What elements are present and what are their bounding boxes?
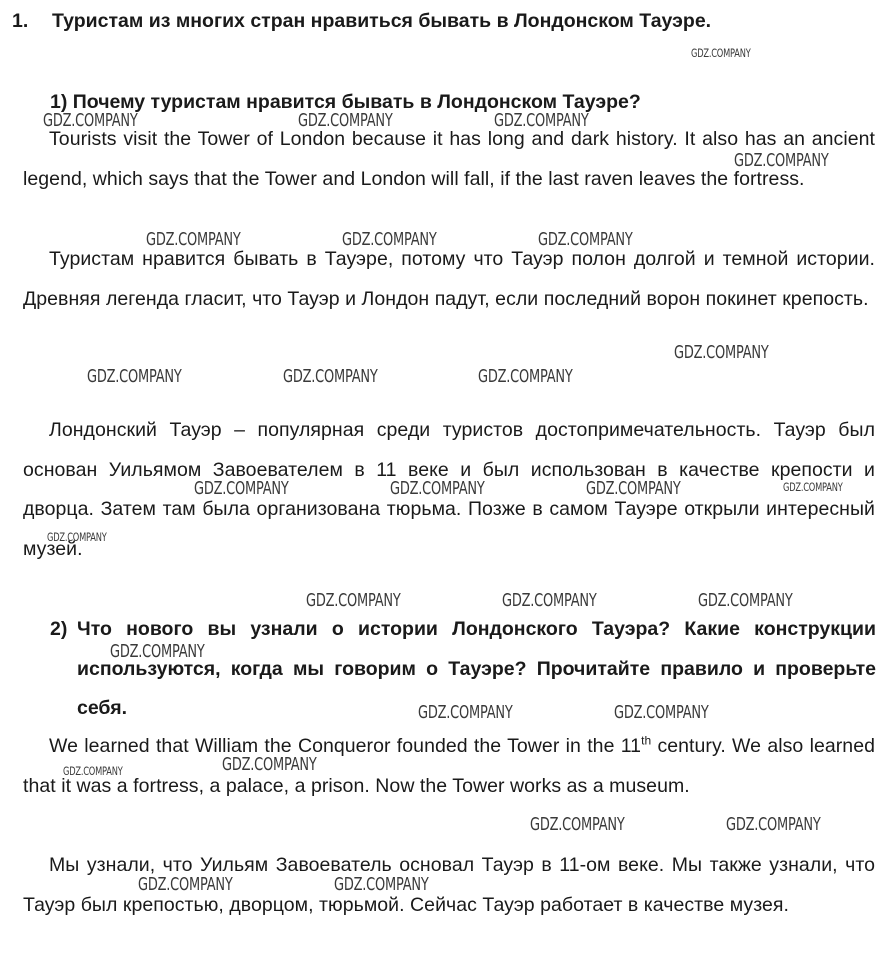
answer-2-english xyxy=(23,727,875,806)
task-title: Туристам из многих стран нравиться бывать в Лондонском Тауэре. xyxy=(52,10,712,32)
question-1-heading: 1) Почему туристам нравится бывать в Лондонском Тауэре? xyxy=(50,91,641,113)
question-2-heading xyxy=(50,610,876,729)
watermark: GDZ.COMPANY xyxy=(691,46,751,60)
watermark: GDZ.COMPANY xyxy=(494,110,589,131)
question-2-text: Что нового вы узнали о истории Лондонского Тауэра? Какие конструкции используются, когда мы говорим о Тауэре? Прочитайте правило и проверьте себя. xyxy=(77,618,876,719)
watermark: GDZ.COMPANY xyxy=(674,342,769,363)
watermark: GDZ.COMPANY xyxy=(222,754,317,775)
watermark: GDZ.COMPANY xyxy=(146,229,241,250)
question-2-number: 2) xyxy=(50,618,68,640)
answer-2-russian: Мы узнали, что Уильям Завоеватель основал Тауэр в 11-ом веке. Мы также узнали, что Тауэр был крепостью, дворцом, тюрьмой. Сейчас Тауэр работает в качестве музея. xyxy=(23,854,875,916)
answer-2-english-part1: We learned that William the Conqueror founded the Tower in the 11 xyxy=(49,735,642,757)
watermark: GDZ.COMPANY xyxy=(283,366,378,387)
watermark: GDZ.COMPANY xyxy=(530,814,625,835)
watermark: GDZ.COMPANY xyxy=(138,874,233,895)
answer-2-english-part2: century. We also learned that it was a fortress, a palace, a prison. Now the Tower works as a museum. xyxy=(23,735,875,797)
task-heading xyxy=(12,10,711,33)
watermark: GDZ.COMPANY xyxy=(306,590,401,611)
watermark: GDZ.COMPANY xyxy=(502,590,597,611)
watermark: GDZ.COMPANY xyxy=(726,814,821,835)
watermark: GDZ.COMPANY xyxy=(734,150,829,171)
watermark: GDZ.COMPANY xyxy=(43,110,138,131)
watermark: GDZ.COMPANY xyxy=(478,366,573,387)
answer-1-extra-russian: Лондонский Тауэр – популярная среди туристов достопримечательность. Тауэр был основан Уильямом Завоевателем в 11 веке и был использован в качестве крепости и дворца. Затем там была организована тюрьма. Позже в самом Тауэре открыли интересный музей. xyxy=(23,419,875,560)
watermark: GDZ.COMPANY xyxy=(87,366,182,387)
watermark: GDZ.COMPANY xyxy=(63,764,123,778)
answer-2-english-sup: th xyxy=(641,733,652,748)
task-number: 1. xyxy=(12,10,29,32)
watermark: GDZ.COMPANY xyxy=(47,530,107,544)
watermark: GDZ.COMPANY xyxy=(334,874,429,895)
watermark: GDZ.COMPANY xyxy=(342,229,437,250)
watermark: GDZ.COMPANY xyxy=(698,590,793,611)
watermark: GDZ.COMPANY xyxy=(614,702,709,723)
watermark: GDZ.COMPANY xyxy=(418,702,513,723)
answer-1-russian: Туристам нравится бывать в Тауэре, потому что Тауэр полон долгой и темной истории. Древняя легенда гласит, что Тауэр и Лондон падут, если последний ворон покинет крепость. xyxy=(23,248,875,310)
watermark: GDZ.COMPANY xyxy=(783,480,843,494)
watermark: GDZ.COMPANY xyxy=(298,110,393,131)
watermark: GDZ.COMPANY xyxy=(390,478,485,499)
watermark: GDZ.COMPANY xyxy=(586,478,681,499)
answer-1-english: Tourists visit the Tower of London because it has long and dark history. It also has an ancient legend, which says that the Tower and London will fall, if the last raven leaves the fortress. xyxy=(23,128,875,190)
watermark: GDZ.COMPANY xyxy=(110,641,205,662)
watermark: GDZ.COMPANY xyxy=(194,478,289,499)
watermark: GDZ.COMPANY xyxy=(538,229,633,250)
